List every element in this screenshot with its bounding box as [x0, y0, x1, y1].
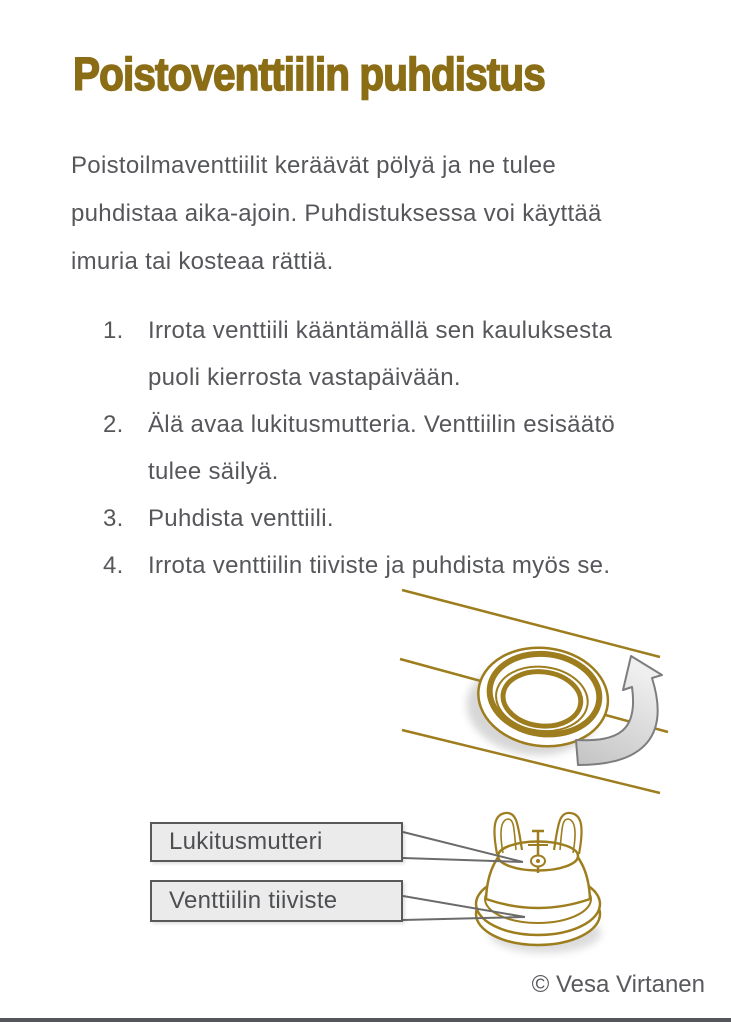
step-item — [103, 401, 615, 495]
valve-side-view — [476, 813, 601, 953]
step-text-line: Älä avaa lukitusmutteria. Venttiilin esisäätö — [148, 411, 616, 438]
step-number: 1. — [103, 317, 124, 344]
step-number: 3. — [103, 505, 124, 532]
intro-line: imuria tai kosteaa rättiä. — [71, 248, 334, 275]
step-text-line: Irrota venttiili kääntämällä sen kauluksesta — [148, 317, 613, 344]
intro-line: puhdistaa aika-ajoin. Puhdistuksessa voi käyttää — [71, 200, 602, 227]
valve-parts-illustration — [395, 795, 731, 975]
intro-paragraph — [71, 142, 602, 286]
step-text — [148, 401, 615, 495]
step-text-line: Puhdista venttiili. — [148, 505, 334, 532]
step-item — [103, 495, 615, 542]
intro-line: Poistoilmaventtiilit keräävät pölyä ja ne tulee — [71, 152, 557, 179]
copyright-text: © Vesa Virtanen — [531, 971, 705, 998]
step-text — [148, 495, 334, 542]
page-title: Poistoventtiilin puhdistus — [73, 48, 545, 100]
callout-label-text: Venttiilin tiiviste — [169, 887, 338, 914]
step-number: 4. — [103, 552, 124, 579]
footer-bar — [0, 1018, 731, 1022]
callout-label-lock-nut — [150, 822, 403, 862]
step-text-line: Irrota venttiilin tiiviste ja puhdista myös se. — [148, 552, 611, 579]
step-number: 2. — [103, 411, 124, 438]
step-item — [103, 307, 615, 401]
instruction-list — [103, 307, 615, 589]
valve-ceiling-illustration — [380, 580, 731, 810]
callout-label-text: Lukitusmutteri — [169, 828, 323, 855]
callout-label-valve-seal — [150, 880, 403, 922]
step-text-line: tulee säilyä. — [148, 458, 279, 485]
step-text-line: puoli kierrosta vastapäivään. — [148, 364, 461, 391]
step-text — [148, 307, 612, 401]
